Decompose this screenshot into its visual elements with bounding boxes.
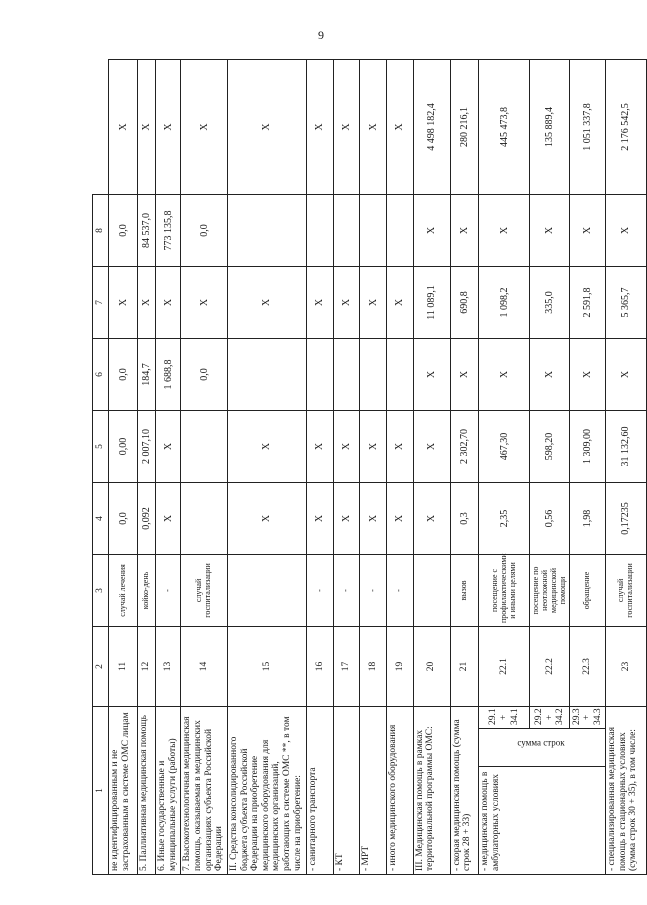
- cell-c8: Х: [387, 59, 414, 194]
- cell-c5: 0,0: [109, 338, 138, 410]
- cell-c6: Х: [333, 266, 360, 338]
- cell-c8: 280 216,1: [450, 59, 479, 194]
- col-num-6: 6: [93, 338, 109, 410]
- row-name: - иного медицинского оборудования: [387, 706, 414, 874]
- row-number: 22.2: [530, 626, 570, 706]
- cell-c7: 0,0: [181, 194, 228, 266]
- cell-c4: Х: [360, 410, 387, 482]
- cell-c4: 2 007,10: [138, 410, 156, 482]
- cell-c7: [387, 194, 414, 266]
- cell-c4: 1 309,00: [570, 410, 606, 482]
- cell-c6: Х: [181, 266, 228, 338]
- cell-c5: Х: [570, 338, 606, 410]
- cell-c7: Х: [570, 194, 606, 266]
- row-unit: случай госпитализации: [181, 554, 228, 626]
- cell-c7: 84 537,0: [138, 194, 156, 266]
- row-unit: -: [387, 554, 414, 626]
- cell-c3: Х: [227, 482, 306, 554]
- table-row: [307, 59, 334, 874]
- cell-c8: Х: [109, 59, 138, 194]
- row-number: 11: [109, 626, 138, 706]
- cell-c6: Х: [307, 266, 334, 338]
- row-name: III. Медицинская помощь в рамках территориальной программы ОМС:: [413, 706, 450, 874]
- cell-c5: 184,7: [138, 338, 156, 410]
- row-unit: вызов: [450, 554, 479, 626]
- row-name: не идентифицированным и не застрахованным в системе ОМС лицам: [109, 706, 138, 874]
- group-label: [479, 729, 606, 767]
- table-row: [450, 59, 479, 874]
- cell-c5: [387, 338, 414, 410]
- rotated-table-container: [92, 60, 647, 875]
- col-num-1: 1: [93, 706, 109, 874]
- cell-c7: 0,0: [109, 194, 138, 266]
- cell-c4: 598,20: [530, 410, 570, 482]
- cell-c4: 31 132,60: [605, 410, 646, 482]
- cell-c6: Х: [138, 266, 156, 338]
- cell-c7: Х: [479, 194, 530, 266]
- cell-c5: Х: [530, 338, 570, 410]
- cell-c5: [360, 338, 387, 410]
- cell-c4: Х: [227, 410, 306, 482]
- row-unit: -: [156, 554, 181, 626]
- cell-c6: 11 089,1: [413, 266, 450, 338]
- row-number: 22.3: [570, 626, 606, 706]
- cell-c8: Х: [333, 59, 360, 194]
- table-row: [387, 59, 414, 874]
- cell-c5: Х: [450, 338, 479, 410]
- col-num-2: 2: [93, 626, 109, 706]
- cell-c6: Х: [109, 266, 138, 338]
- row-number: 19: [387, 626, 414, 706]
- cell-c3: 0,17235: [605, 482, 646, 554]
- cell-c7: Х: [530, 194, 570, 266]
- row-number: 23: [605, 626, 646, 706]
- cell-c5: 0,0: [181, 338, 228, 410]
- row-unit: посещение с профилактическими и иными целями: [479, 554, 530, 626]
- row-name: 5. Паллиативная медицинская помощь: [138, 706, 156, 874]
- row-number: 13: [156, 626, 181, 706]
- col-num-8: 8: [93, 194, 109, 266]
- table-row: [360, 59, 387, 874]
- row-name: - санитарного транспорта: [307, 706, 334, 874]
- row-unit: обращение: [570, 554, 606, 626]
- cell-c4: Х: [156, 410, 181, 482]
- column-number-row: [93, 59, 109, 874]
- cell-c3: 0,0: [109, 482, 138, 554]
- row-number: 18: [360, 626, 387, 706]
- cell-c3: Х: [387, 482, 414, 554]
- cell-c3: 0,3: [450, 482, 479, 554]
- row-number: 20: [413, 626, 450, 706]
- cell-c4: Х: [387, 410, 414, 482]
- cell-c3: Х: [360, 482, 387, 554]
- cell-c7: [360, 194, 387, 266]
- cell-c6: 5 365,7: [605, 266, 646, 338]
- row-unit: [227, 554, 306, 626]
- row-name: - МРТ: [360, 706, 387, 874]
- cell-c8: Х: [307, 59, 334, 194]
- cell-c5: [227, 338, 306, 410]
- row-unit: койко-день: [138, 554, 156, 626]
- cell-c8: 2 176 542,5: [605, 59, 646, 194]
- row-sum-ref: 29.3 + 34.3: [570, 706, 606, 728]
- row-number: 17: [333, 626, 360, 706]
- col-num-5: 5: [93, 410, 109, 482]
- table-row: [138, 59, 156, 874]
- cell-c7: Х: [413, 194, 450, 266]
- cell-c5: Х: [479, 338, 530, 410]
- cell-c6: Х: [360, 266, 387, 338]
- row-name: 7. Высокотехнологичная медицинская помощь, оказываемая в медицинских организациях субъекта Российской Федерации: [181, 706, 228, 874]
- row-name: - медицинская помощь в амбулаторных условиях: [479, 767, 606, 875]
- group-label-text: сумма строк: [517, 737, 565, 748]
- table-row: [181, 59, 228, 874]
- cell-c7: Х: [450, 194, 479, 266]
- cell-c5: [333, 338, 360, 410]
- cell-c8: 4 498 182,4: [413, 59, 450, 194]
- row-number: 15: [227, 626, 306, 706]
- cell-c4: 2 302,70: [450, 410, 479, 482]
- cell-c4: 467,30: [479, 410, 530, 482]
- cell-c6: 690,8: [450, 266, 479, 338]
- row-unit: -: [333, 554, 360, 626]
- table-row: [109, 59, 138, 874]
- cell-c3: Х: [156, 482, 181, 554]
- table-row: [333, 59, 360, 874]
- cell-c4: 0,00: [109, 410, 138, 482]
- cell-c6: 1 098,2: [479, 266, 530, 338]
- row-number: 12: [138, 626, 156, 706]
- table-row: [605, 59, 646, 874]
- row-sum-ref: 29.1 + 34.1: [479, 706, 530, 728]
- cell-c7: 773 135,8: [156, 194, 181, 266]
- cell-c8: 445 473,8: [479, 59, 530, 194]
- cell-c3: Х: [307, 482, 334, 554]
- row-unit: -: [360, 554, 387, 626]
- page-number: 9: [318, 28, 324, 42]
- row-unit: -: [307, 554, 334, 626]
- row-number: 21: [450, 626, 479, 706]
- cell-c8: Х: [227, 59, 306, 194]
- cell-c3: Х: [333, 482, 360, 554]
- row-number: 16: [307, 626, 334, 706]
- cell-c4: Х: [333, 410, 360, 482]
- col-num-3: 3: [93, 554, 109, 626]
- cell-c3: 0,092: [138, 482, 156, 554]
- cell-c5: Х: [413, 338, 450, 410]
- cell-c3: 2,35: [479, 482, 530, 554]
- table-row: [413, 59, 450, 874]
- cell-c3: 1,98: [570, 482, 606, 554]
- row-name: - скорая медицинская помощь (сумма строк 28 + 33): [450, 706, 479, 874]
- cell-c4: Х: [307, 410, 334, 482]
- row-unit: [413, 554, 450, 626]
- cell-c5: 1 688,8: [156, 338, 181, 410]
- cell-c3: Х: [413, 482, 450, 554]
- cell-c7: [333, 194, 360, 266]
- row-unit: посещение по неотложной медицинской помощи: [530, 554, 570, 626]
- col-num-4: 4: [93, 482, 109, 554]
- cell-c3: 0,56: [530, 482, 570, 554]
- row-name: II. Средства консолидированного бюджета субъекта Российской Федерации на приобретение медицинского оборудования для медицинских организаций, работающих в системе ОМС **, в том числе на приобретение:: [227, 706, 306, 874]
- cell-c8: Х: [156, 59, 181, 194]
- cell-c7: Х: [605, 194, 646, 266]
- row-name: - КТ: [333, 706, 360, 874]
- cell-c4: Х: [413, 410, 450, 482]
- row-number: 22.1: [479, 626, 530, 706]
- cell-c7: [227, 194, 306, 266]
- cell-c6: Х: [387, 266, 414, 338]
- cell-c8: Х: [360, 59, 387, 194]
- cell-c5: Х: [605, 338, 646, 410]
- row-unit: случай госпитализации: [605, 554, 646, 626]
- cell-c4: [181, 410, 228, 482]
- cell-c6: 335,0: [530, 266, 570, 338]
- cell-c6: Х: [227, 266, 306, 338]
- data-table: [92, 59, 647, 875]
- cell-c8: 135 889,4: [530, 59, 570, 194]
- cell-c3: [181, 482, 228, 554]
- row-number: 14: [181, 626, 228, 706]
- cell-c8: Х: [181, 59, 228, 194]
- cell-c8: 1 051 337,8: [570, 59, 606, 194]
- table-row: [479, 59, 530, 874]
- cell-c6: 2 591,8: [570, 266, 606, 338]
- cell-c7: [307, 194, 334, 266]
- row-name: - специализированная медицинская помощь в стационарных условиях (сумма строк 30 + 35), в том числе:: [605, 706, 646, 874]
- row-sum-ref: 29.2 + 34.2: [530, 706, 570, 728]
- row-unit: случай лечения: [109, 554, 138, 626]
- col-num-7: 7: [93, 266, 109, 338]
- table-row: [156, 59, 181, 874]
- row-name: 6. Иные государственные и муниципальные услуги (работы): [156, 706, 181, 874]
- table-row: [227, 59, 306, 874]
- cell-c8: Х: [138, 59, 156, 194]
- cell-c5: [307, 338, 334, 410]
- cell-c6: Х: [156, 266, 181, 338]
